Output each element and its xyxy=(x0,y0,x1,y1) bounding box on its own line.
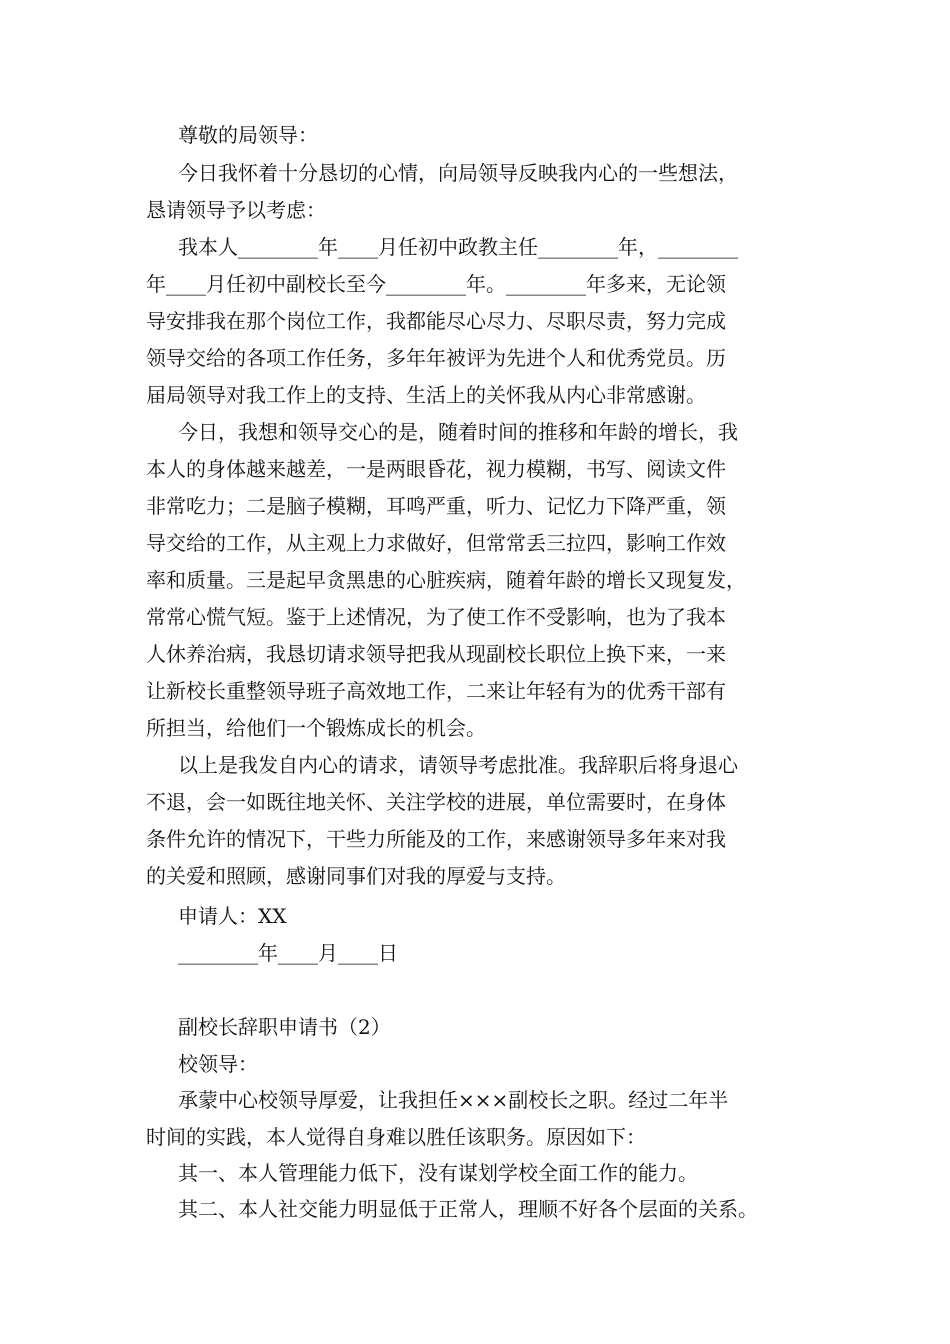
paragraph-line: 导交给的工作，从主观上力求做好，但常常丢三拉四，影响工作效 xyxy=(146,531,726,555)
paragraph-line: 承蒙中心校领导厚爱，让我担任×××副校长之职。经过二年半 xyxy=(178,1088,729,1112)
paragraph-line: 时间的实践，本人觉得自身难以胜任该职务。原因如下： xyxy=(146,1125,646,1149)
paragraph-line: 领导交给的各项工作任务，多年年被评为先进个人和优秀党员。历 xyxy=(146,346,726,370)
reason-item: 其一、本人管理能力低下，没有谋划学校全面工作的能力。 xyxy=(178,1161,698,1185)
paragraph-line: 恳请领导予以考虑： xyxy=(146,198,326,222)
paragraph-line: 常常心慌气短。鉴于上述情况，为了使工作不受影响，也为了我本 xyxy=(146,605,726,629)
paragraph-line: 率和质量。三是起早贪黑患的心脏疾病，随着年龄的增长又现复发， xyxy=(146,568,746,592)
signature-date: ________年____月____日 xyxy=(178,941,398,965)
reason-item: 其二、本人社交能力明显低于正常人，理顺不好各个层面的关系。 xyxy=(178,1197,758,1221)
salutation: 尊敬的局领导： xyxy=(178,123,318,147)
salutation: 校领导： xyxy=(178,1052,258,1076)
paragraph-line: 年____月任初中副校长至今________年。________年多来，无论领 xyxy=(146,272,726,296)
paragraph-line: 所担当，给他们一个锻炼成长的机会。 xyxy=(146,716,486,740)
paragraph-line: 让新校长重整领导班子高效地工作，二来让年轻有为的优秀干部有 xyxy=(146,679,726,703)
paragraph-line: 导安排我在那个岗位工作，我都能尽心尽力、尽职尽责，努力完成 xyxy=(146,309,726,333)
section-title: 副校长辞职申请书（2） xyxy=(178,1015,391,1039)
paragraph-line: 以上是我发自内心的请求，请领导考虑批准。我辞职后将身退心 xyxy=(178,753,738,777)
applicant-signature: 申请人：XX xyxy=(178,904,287,928)
paragraph-line: 今日，我想和领导交心的是，随着时间的推移和年龄的增长，我 xyxy=(178,420,738,444)
paragraph-line: 人休养治病，我恳切请求领导把我从现副校长职位上换下来，一来 xyxy=(146,642,726,666)
paragraph-line: 届局领导对我工作上的支持、生活上的关怀我从内心非常感谢。 xyxy=(146,383,706,407)
paragraph-line: 条件允许的情况下，干些力所能及的工作，来感谢领导多年来对我 xyxy=(146,827,726,851)
paragraph-line: 的关爱和照顾，感谢同事们对我的厚爱与支持。 xyxy=(146,864,566,888)
paragraph-line: 我本人________年____月任初中政教主任________年，________ xyxy=(178,235,738,259)
paragraph-line: 本人的身体越来越差，一是两眼昏花，视力模糊，书写、阅读文件 xyxy=(146,457,726,481)
paragraph-line: 非常吃力；二是脑子模糊，耳鸣严重，听力、记忆力下降严重，领 xyxy=(146,494,726,518)
paragraph-line: 今日我怀着十分恳切的心情，向局领导反映我内心的一些想法， xyxy=(178,161,738,185)
paragraph-line: 不退，会一如既往地关怀、关注学校的进展，单位需要时，在身体 xyxy=(146,790,726,814)
